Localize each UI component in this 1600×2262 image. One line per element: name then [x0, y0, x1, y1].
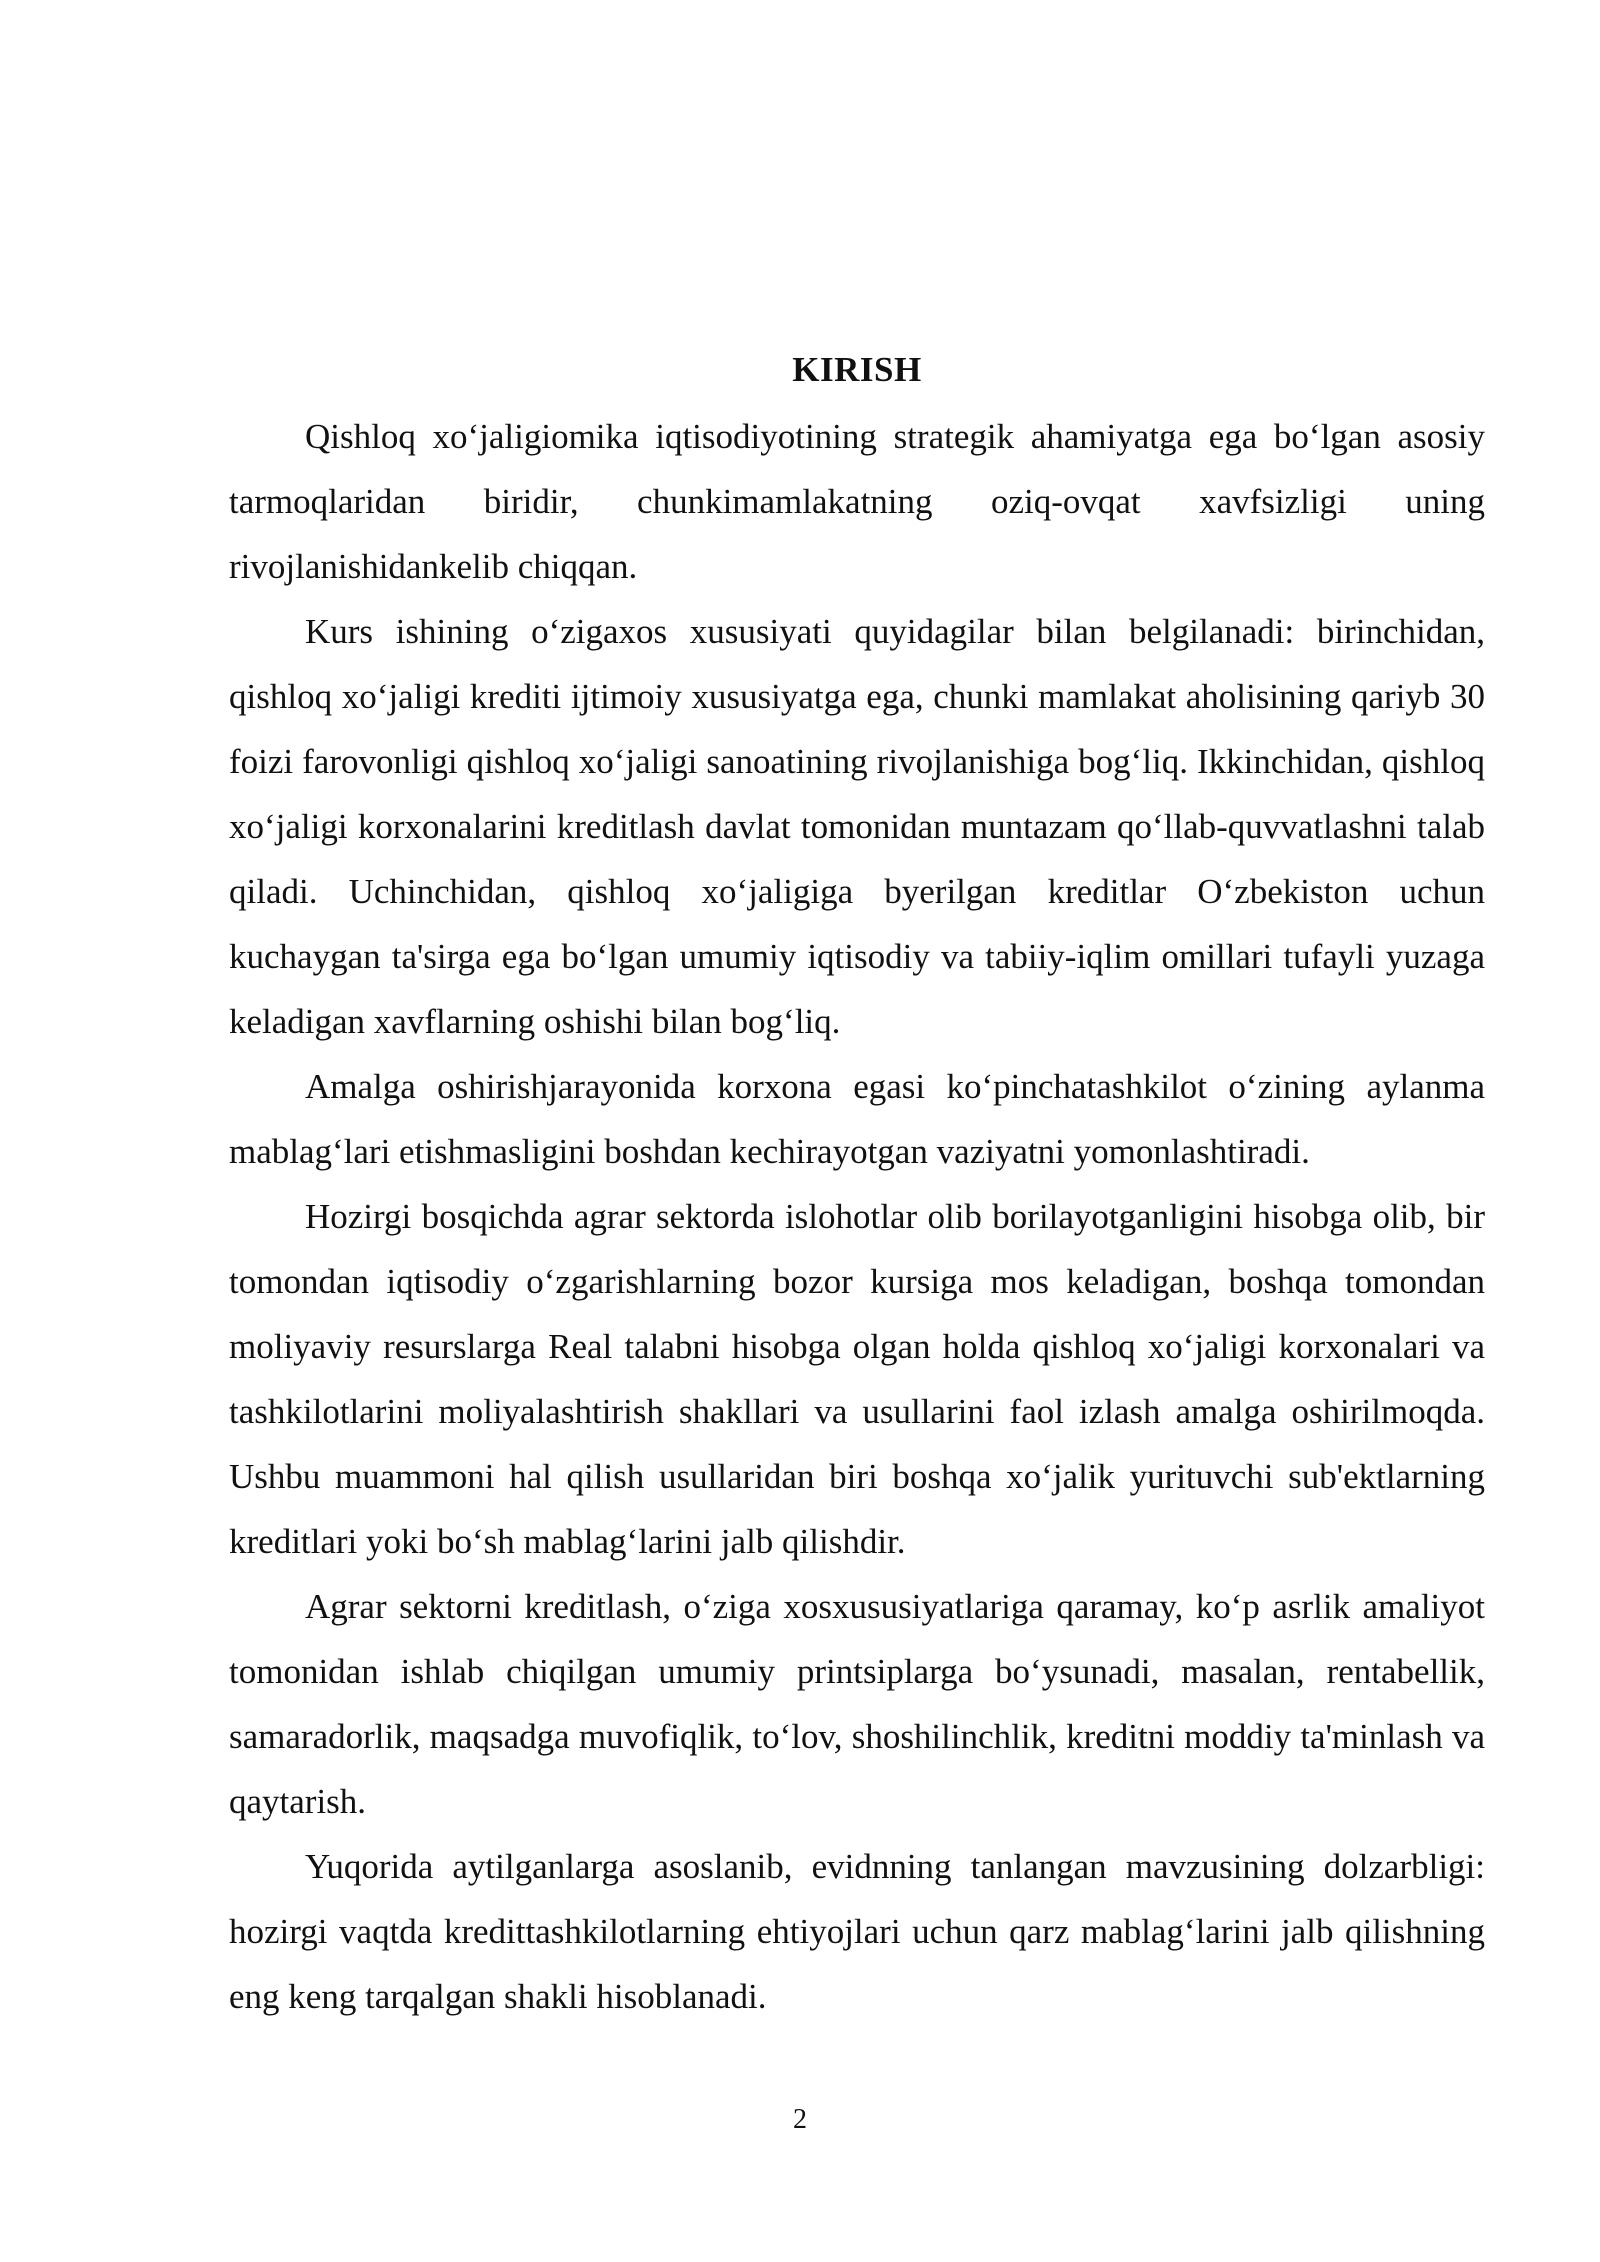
- paragraph-3: Amalga oshirishjarayonida korxona egasi ko‘pinchatashkilot o‘zining aylanma mablag‘lari etishmasligini boshdan kechirayotgan vaziyatni yomonlashtiradi.: [229, 1067, 1485, 1171]
- paragraph-4: Hozirgi bosqichda agrar sektorda islohotlar olib borilayotganligini hisobga olib, bir tomondan iqtisodiy o‘zgarishlarning bozor kursiga mos keladigan, boshqa tomondan moliyaviy resurslarga Real talabni hisobga olgan holda qishloq xo‘jaligi korxonalari va tashkilotlarini moliyalashtirish shakllari va usullarini faol izlash amalga oshirilmoqda. Ushbu muammoni hal qilish usullaridan biri boshqa xo‘jalik yurituvchi sub'ektlarning kreditlari yoki bo‘sh mablag‘larini jalb qilishdir.: [229, 1197, 1485, 1561]
- paragraph-2: Kurs ishining o‘zigaxos xususiyati quyidagilar bilan belgilanadi: birinchidan, qishloq xo‘jaligi krediti ijtimoiy xususiyatga ega, chunki mamlakat aholisining qariyb 30 foizi farovonligi qishloq xo‘jaligi sanoatining rivojlanishiga bog‘liq. Ikkinchidan, qishloq xo‘jaligi korxonalarini kreditlash davlat tomonidan muntazam qo‘llab-quvvatlashni talab qiladi. Uchinchidan, qishloq xo‘jaligiga byerilgan kreditlar O‘zbekiston uchun kuchaygan ta'sirga ega bo‘lgan umumiy iqtisodiy va tabiiy-iqlim omillari tufayli yuzaga keladigan xavflarning oshishi bilan bog‘liq.: [229, 612, 1485, 1041]
- paragraph-1: Qishloq xo‘jaligiomika iqtisodiyotining strategik ahamiyatga ega bo‘lgan asosiy tarmoqlaridan biridir, chunkimamlakatning oziq-ovqat xavfsizligi uning rivojlanishidankelib chiqqan.: [229, 417, 1485, 586]
- page-number: 2: [793, 2104, 807, 2135]
- section-heading: KIRISH: [792, 350, 922, 389]
- paragraph-6: Yuqorida aytilganlarga asoslanib, evidnning tanlangan mavzusining dolzarbligi: hozirgi vaqtda kredittashkilotlarning ehtiyojlari uchun qarz mablag‘larini jalb qilishning eng keng tarqalgan shakli hisoblanadi.: [229, 1847, 1485, 2016]
- paragraph-5: Agrar sektorni kreditlash, o‘ziga xosxususiyatlariga qaramay, ko‘p asrlik amaliyot tomonidan ishlab chiqilgan umumiy printsiplarga bo‘ysunadi, masalan, rentabellik, samaradorlik, maqsadga muvofiqlik, to‘lov, shoshilinchlik, kreditni moddiy ta'minlash va qaytarish.: [229, 1587, 1485, 1821]
- document-body: [229, 340, 1485, 2029]
